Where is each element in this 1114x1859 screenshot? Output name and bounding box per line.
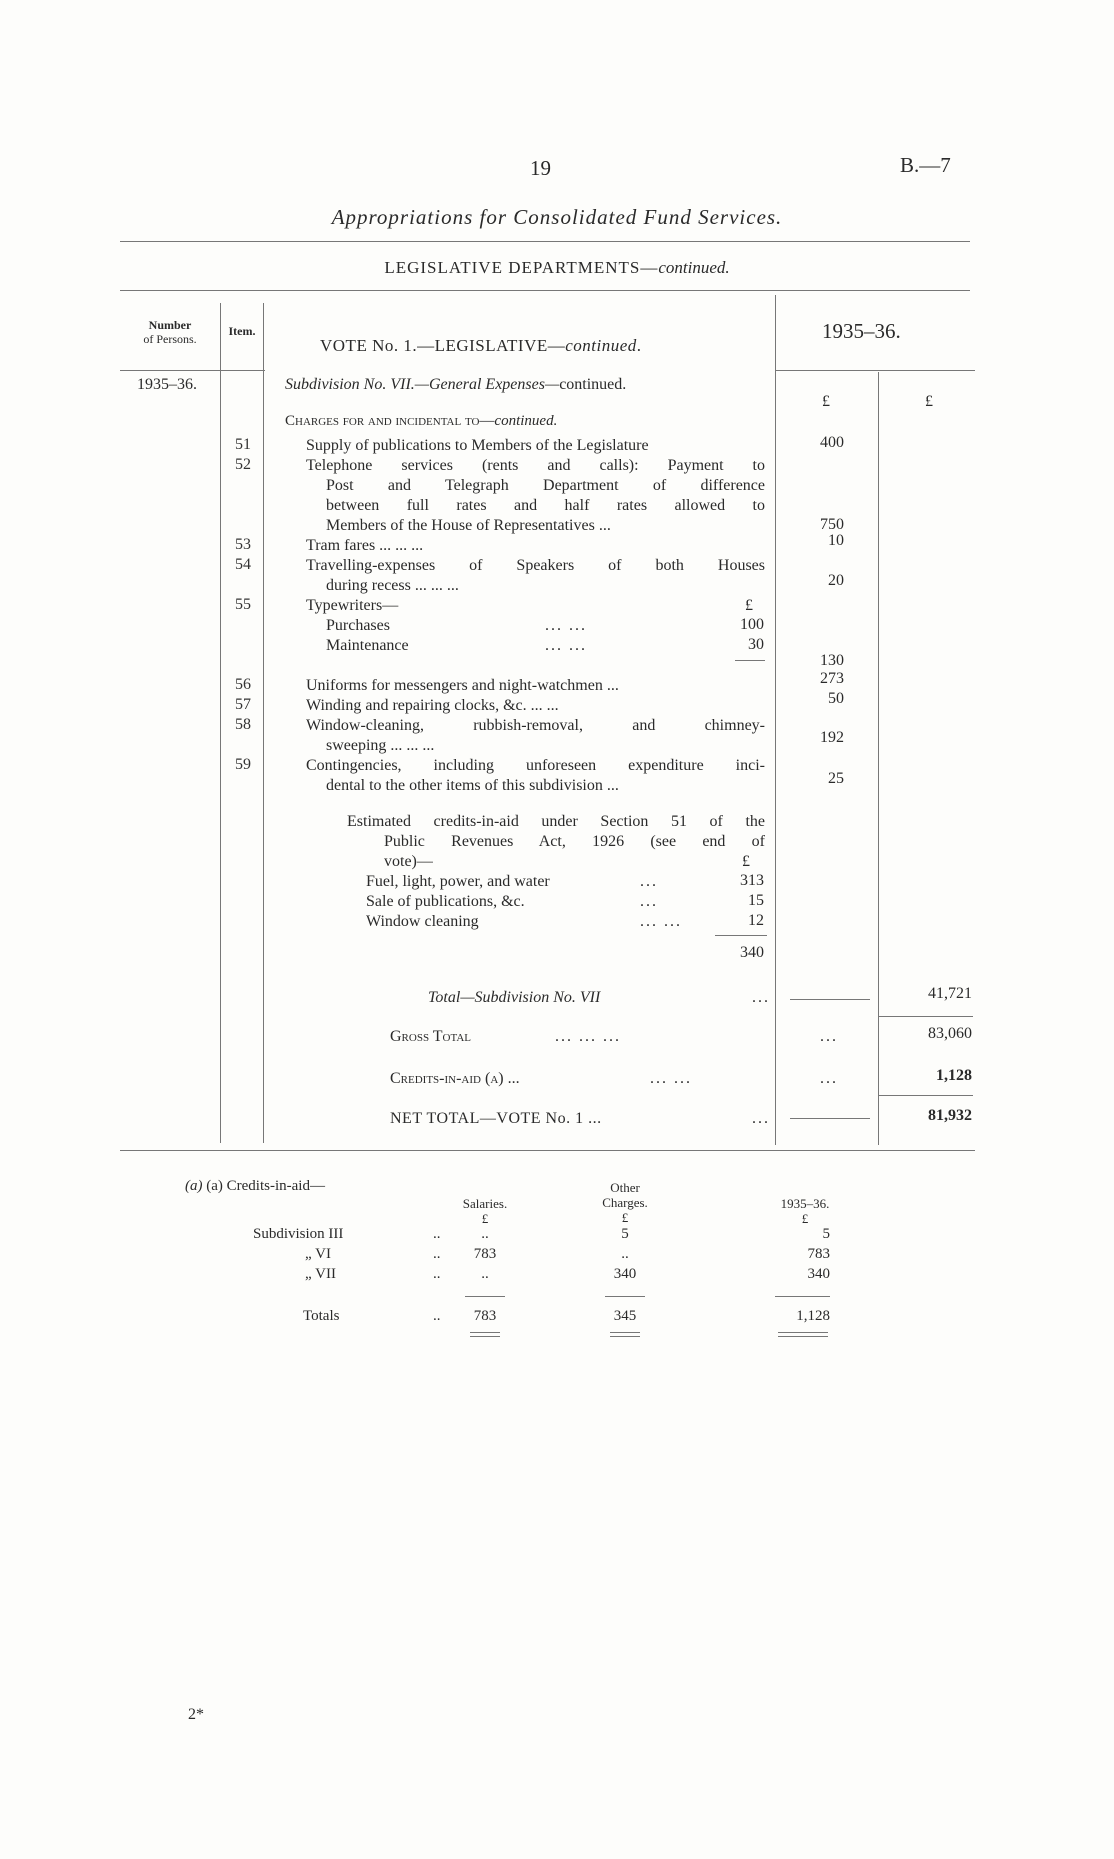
item-number: 52 — [235, 456, 251, 473]
footnote-row-total: 5 — [822, 1226, 830, 1242]
footnote-totals-total: 1,128 — [796, 1308, 830, 1324]
net-total-value: 81,932 — [928, 1107, 972, 1124]
item-desc-divider — [263, 303, 264, 1143]
credits-entry-value: 12 — [748, 912, 764, 929]
item-number: 54 — [235, 556, 251, 573]
item-description-line: Typewriters— — [306, 597, 399, 614]
subtotal-dash — [790, 999, 870, 1000]
item-amount: 50 — [828, 690, 844, 707]
credits-estimate-line: Public Revenues Act, 1926 (see end of — [384, 833, 765, 850]
credits-estimate-rule — [715, 935, 767, 936]
footnote-totals-other: 345 — [613, 1308, 637, 1324]
typewriter-sub-value: 100 — [740, 616, 764, 633]
typewriters-pound: £ — [745, 597, 753, 614]
item-description-line: Supply of publications to Members of the Legislature — [306, 437, 649, 454]
item-amount: 400 — [820, 434, 844, 451]
item-description-line: during recess ... ... ... — [326, 577, 459, 594]
item-number: 51 — [235, 436, 251, 453]
credits-estimate-pound: £ — [742, 853, 750, 870]
amount-pound-sign: £ — [822, 393, 830, 410]
credits-entry-dots: ... — [640, 873, 658, 890]
credits-entry-value: 15 — [748, 892, 764, 909]
credits-entry-dots: ... ... — [640, 913, 682, 930]
gross-total-value: 83,060 — [928, 1025, 972, 1042]
subdivision-total-dots: ... — [752, 989, 770, 1006]
footnote-row-label: Subdivision III — [253, 1226, 344, 1242]
document-code: B.—7 — [900, 153, 951, 177]
footnote-row-label: „ VI — [305, 1246, 331, 1262]
net-dash — [790, 1118, 870, 1119]
credits-total-col1: ... — [820, 1070, 838, 1087]
subtotal-rule — [878, 1016, 973, 1017]
footnote-totals-salaries: 783 — [473, 1308, 497, 1324]
item-description-line: Window-cleaning, rubbish-removal, and chimney- — [306, 717, 765, 734]
credits-total-label: Credits-in-aid (a) ... — [390, 1070, 520, 1087]
total-pound-sign: £ — [925, 393, 933, 410]
net-total-label: NET TOTAL—VOTE No. 1 ... — [390, 1110, 602, 1127]
footnote-row-label: „ VII — [305, 1266, 336, 1282]
gross-total-dots: ... ... ... — [555, 1028, 621, 1045]
amount-total-divider — [878, 372, 879, 1145]
item-number: 58 — [235, 716, 251, 733]
item-number: 56 — [235, 676, 251, 693]
typewriter-sub-label: Maintenance — [326, 637, 409, 654]
footnote-title: (a) (a) Credits-in-aid— — [185, 1178, 325, 1194]
credits-rule — [878, 1095, 973, 1096]
credits-entry-value: 313 — [740, 872, 764, 889]
persons-year: 1935–36. — [137, 376, 197, 393]
footnote-year-header: 1935–36. £ — [780, 1196, 830, 1226]
credits-estimate-total: 340 — [740, 944, 764, 961]
footnote-double-rule — [470, 1332, 500, 1337]
item-amount: 130 — [820, 652, 844, 669]
footnote-row-dots: .. — [433, 1266, 441, 1282]
item-description-line: Contingencies, including unforeseen expenditure inci- — [306, 757, 765, 774]
item-description-line: Uniforms for messengers and night-watchmen ... — [306, 677, 619, 694]
credits-total-value: 1,128 — [936, 1067, 972, 1084]
item-number: 57 — [235, 696, 251, 713]
footnote-totals-label: Totals — [303, 1308, 340, 1324]
footnote-salaries-header: Salaries. £ — [462, 1196, 508, 1226]
item-amount: 750 — [820, 516, 844, 533]
footnote-row-salaries: .. — [481, 1266, 489, 1282]
footnote-row-other: 340 — [613, 1266, 637, 1282]
footnote-row-dots: .. — [433, 1246, 441, 1262]
footnote-double-rule — [778, 1332, 828, 1337]
table-top-rule — [120, 290, 970, 291]
footnote-sum-rule — [465, 1296, 505, 1297]
item-description-line: Tram fares ... ... ... — [306, 537, 424, 554]
section-heading: LEGISLATIVE DEPARTMENTS—continued. — [384, 258, 730, 277]
desc-amount-divider — [775, 295, 776, 1145]
persons-column-header: Number of Persons. — [143, 318, 197, 346]
typewriter-sub-label: Purchases — [326, 617, 390, 634]
footnote-row-salaries: .. — [481, 1226, 489, 1242]
item-amount: 20 — [828, 572, 844, 589]
item-number: 59 — [235, 756, 251, 773]
item-description-line: Travelling-expenses of Speakers of both Houses — [306, 557, 765, 574]
subdivision-total-value: 41,721 — [928, 985, 972, 1002]
page-title: Appropriations for Consolidated Fund Services. — [331, 205, 783, 229]
gross-total-label: Gross Total — [390, 1028, 472, 1045]
subdivision-total-label: Total—Subdivision No. VII — [428, 989, 601, 1006]
charges-heading: Charges for and incidental to—continued. — [285, 413, 558, 429]
footnote-totals-dots: .. — [433, 1308, 441, 1324]
credits-entry-label: Fuel, light, power, and water — [366, 873, 550, 890]
footnote-row-total: 340 — [807, 1266, 830, 1282]
item-number: 55 — [235, 596, 251, 613]
typewriter-sub-rule — [735, 660, 765, 661]
title-rule — [120, 241, 970, 242]
credits-entry-label: Window cleaning — [366, 913, 479, 930]
item-amount: 192 — [820, 729, 844, 746]
page-number: 19 — [530, 156, 551, 180]
credits-estimate-line: vote)— — [384, 853, 433, 870]
item-description-line: Telephone services (rents and calls): Payment to — [306, 457, 765, 474]
footnote-row-other: .. — [621, 1246, 629, 1262]
footnote-double-rule — [610, 1332, 640, 1337]
net-total-dots: ... — [752, 1110, 770, 1127]
item-amount: 273 — [820, 670, 844, 687]
typewriter-sub-dots: ... ... — [545, 637, 587, 654]
footnote-row-total: 783 — [807, 1246, 830, 1262]
subdivision-heading: Subdivision No. VII.—General Expenses—continued. — [285, 376, 627, 393]
item-description-line: sweeping ... ... ... — [326, 737, 435, 754]
credits-entry-dots: ... — [640, 893, 658, 910]
year-header-rule — [775, 370, 975, 371]
gross-total-col1: ... — [820, 1028, 838, 1045]
item-description-line: Post and Telegraph Department of difference — [326, 477, 765, 494]
footnote-row-dots: .. — [433, 1226, 441, 1242]
year-column-header: 1935–36. — [822, 319, 901, 343]
footnote-row-other: 5 — [621, 1226, 629, 1242]
item-amount: 10 — [828, 532, 844, 549]
item-column-header: Item. — [228, 324, 256, 338]
typewriter-sub-value: 30 — [748, 636, 764, 653]
vote-heading: VOTE No. 1.—LEGISLATIVE—continued. — [320, 336, 642, 355]
credits-estimate-line: Estimated credits-in-aid under Section 51 of the — [347, 813, 765, 830]
item-description-line: Winding and repairing clocks, &c. ... ... — [306, 697, 559, 714]
persons-item-divider — [220, 303, 221, 1143]
item-description-line: Members of the House of Representatives ... — [326, 517, 611, 534]
signature-mark: 2* — [188, 1706, 204, 1723]
item-description-line: between full rates and half rates allowed to — [326, 497, 765, 514]
credits-entry-label: Sale of publications, &c. — [366, 893, 525, 910]
table-bottom-rule — [120, 1150, 975, 1151]
typewriter-sub-dots: ... ... — [545, 617, 587, 634]
footnote-other-header: Other Charges. £ — [602, 1180, 648, 1225]
item-description-line: dental to the other items of this subdivision ... — [326, 777, 619, 794]
left-header-rule — [120, 370, 265, 371]
item-number: 53 — [235, 536, 251, 553]
footnote-sum-rule — [605, 1296, 645, 1297]
footnote-row-salaries: 783 — [473, 1246, 497, 1262]
footnote-sum-rule — [775, 1296, 830, 1297]
credits-total-dots: ... ... — [650, 1070, 692, 1087]
item-amount: 25 — [828, 770, 844, 787]
